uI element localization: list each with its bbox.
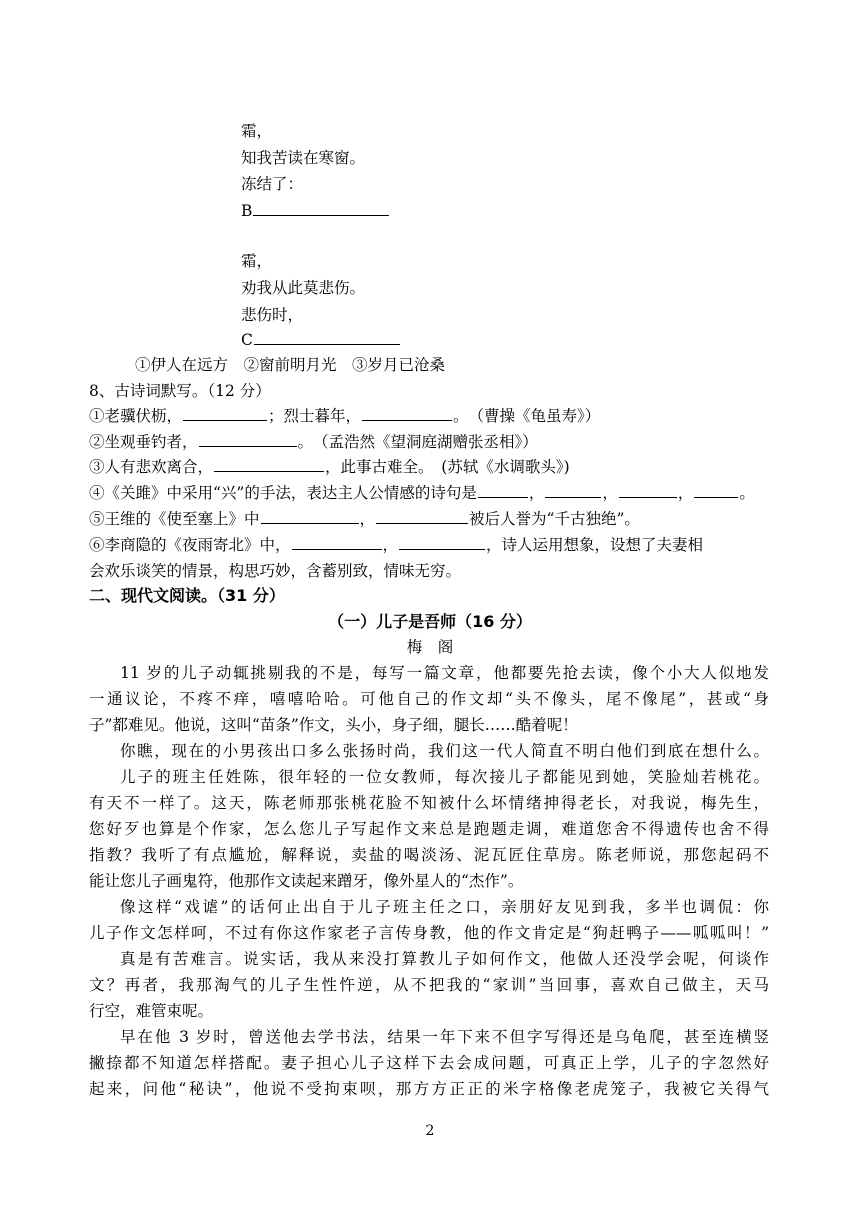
poem-b-label: B (241, 202, 253, 220)
q8-item-6-text-b: ，诗人运用想象，设想了夫妻相 (486, 536, 704, 554)
poem-b-line-1: 霜， (241, 252, 273, 270)
q8-item-5-text-a: ⑤王维的《使至塞上》中 (89, 510, 260, 528)
q8-item-3-blank[interactable] (214, 457, 324, 472)
page-number: 2 (425, 1123, 435, 1139)
article-author: 梅 阁 (406, 638, 454, 656)
article-line: 您好歹也算是个作家，怎么您儿子写起作文来总是跑题走调，难道您舍不得遗传也舍不得 (89, 820, 769, 838)
article-line: 有天不一样了。这天，陈老师那张桃花脸不知被什么坏情绪抻得老长，对我说，梅先生， (89, 794, 769, 812)
q8-item-4-sep-1: ， (528, 484, 545, 502)
poem-a-line-1: 霜， (241, 122, 273, 140)
q8-item-3 (89, 457, 570, 477)
q8-item-5-text-b: 被后人誉为“千古独绝”。 (469, 510, 640, 528)
poem-b-blank-line (241, 201, 390, 221)
q8-item-6-continued: 会欢乐谈笑的情景，构思巧妙，含蓄别致，情味无穷。 (89, 562, 462, 580)
q8-item-1-text-a: ①老骥伏枥， (89, 407, 183, 425)
article-line: 11 岁的儿子动辄挑剔我的不是，每写一篇文章，他都要先抢去读，像个小大人似地发 (120, 664, 769, 682)
article-line: 真是有苦难言。说实话，我从来没打算教儿子如何作文，他做人还没学会呢，何谈作 (120, 950, 769, 968)
q8-item-1-text-c: 。 （曹操《龟虽寿》） (453, 407, 601, 425)
q8-item-1-blank-1[interactable] (183, 406, 267, 421)
article-line: 行空，难管束呢。 (89, 1002, 214, 1020)
q8-item-2-blank[interactable] (199, 432, 297, 447)
answer-blank-b[interactable] (253, 201, 389, 216)
q8-item-1 (89, 406, 600, 426)
q8-item-5-blank-2[interactable] (376, 509, 468, 524)
q8-item-1-text-b: ；烈士暮年， (268, 407, 362, 425)
q8-item-4-blank-1[interactable] (478, 483, 528, 498)
q8-item-4-blank-4[interactable] (694, 483, 738, 498)
q8-item-4-blank-2[interactable] (545, 483, 601, 498)
q8-item-4 (89, 483, 755, 503)
poem-a-line-2: 知我苦读在寒窗。 (241, 149, 366, 167)
q8-item-2-text-a: ②坐观垂钓者， (89, 433, 198, 451)
q8-item-4-sep-2: ， (602, 484, 618, 502)
q8-item-3-text-a: ③人有悲欢离合， (89, 458, 214, 476)
q8-item-4-end: 。 (739, 484, 755, 502)
poem-c-label: C (241, 331, 253, 349)
q8-item-4-blank-3[interactable] (619, 483, 677, 498)
q8-item-6-sep: ， (382, 536, 399, 554)
q8-item-1-blank-2[interactable] (362, 406, 452, 421)
q8-title: 8、古诗词默写。（12 分） (89, 382, 271, 400)
article-line: 儿子作文怎样呵，不过有你这作家老子言传身教，他的作文肯定是“狗赶鸭子——呱呱叫！” (89, 924, 769, 942)
poem-a-line-3: 冻结了： (241, 175, 304, 193)
q8-item-4-text: ④《关雎》中采用“兴”的手法，表达主人公情感的诗句是 (89, 484, 477, 502)
poem-c-blank-line (241, 330, 401, 350)
article-line: 一通议论，不疼不痒，嘻嘻哈哈。可他自己的作文却“头不像头，尾不像尾”，甚或“身 (89, 690, 769, 708)
q8-item-6 (89, 535, 703, 555)
q8-item-5-blank-1[interactable] (261, 509, 359, 524)
q8-item-4-sep-3: ， (677, 484, 694, 502)
q8-item-5-sep: ， (359, 510, 376, 528)
article-line: 你瞧，现在的小男孩出口多么张扬时尚，我们这一代人简直不明白他们到底在想什么。 (120, 742, 769, 760)
q8-item-6-blank-2[interactable] (399, 535, 485, 550)
poem-b-line-2: 劝我从此莫悲伤。 (241, 279, 366, 297)
answer-blank-c[interactable] (254, 330, 400, 345)
article-line: 指教？我听了有点尴尬，解释说，卖盐的喝淡汤、泥瓦匠住草房。陈老师说，那您起码不 (89, 846, 769, 864)
poem-options: ①伊人在远方 ②窗前明月光 ③岁月已沧桑 (135, 356, 446, 374)
q8-item-2-text-b: 。 （孟浩然《望洞庭湖赠张丞相》） (297, 433, 538, 451)
article-line: 早在他 3 岁时，曾送他去学书法，结果一年下来不但字写得还是乌龟爬，甚至连横竖 (120, 1028, 769, 1046)
section-2-title: 二、现代文阅读。（31 分） (89, 586, 285, 605)
article-line: 子”都难见。他说，这叫“苗条”作文，头小，身子细，腿长……酷着呢！ (89, 716, 578, 734)
article-title: （一）儿子是吾师（16 分） (328, 612, 532, 631)
q8-item-5 (89, 509, 640, 529)
article-line: 能让您儿子画鬼符，他那作文读起来蹭牙，像外星人的“杰作”。 (89, 872, 524, 890)
article-line: 起来，问他“秘诀”，他说不受拘束呗，那方方正正的米字格像老虎笼子，我被它关得气 (89, 1080, 769, 1098)
q8-item-3-text-b: ，此事古难全。 (苏轼《水调歌头》) (325, 458, 570, 476)
article-line: 文？再者，我那淘气的儿子生性忤逆，从不把我的“家训”当回事，喜欢自己做主，天马 (89, 976, 769, 994)
q8-item-6-blank-1[interactable] (292, 535, 382, 550)
article-line: 儿子的班主任姓陈，很年轻的一位女教师，每次接儿子都能见到她，笑脸灿若桃花。 (120, 768, 769, 786)
q8-item-2 (89, 432, 538, 452)
poem-b-line-3: 悲伤时， (241, 306, 304, 324)
q8-item-6-text-a: ⑥李商隐的《夜雨寄北》中， (89, 536, 291, 554)
article-line: 撇捺都不知道怎样搭配。妻子担心儿子这样下去会成问题，可真正上学，儿子的字忽然好 (89, 1054, 769, 1072)
article-line: 像这样“戏谑”的话何止出自于儿子班主任之口，亲朋好友见到我，多半也调侃：你 (120, 898, 769, 916)
